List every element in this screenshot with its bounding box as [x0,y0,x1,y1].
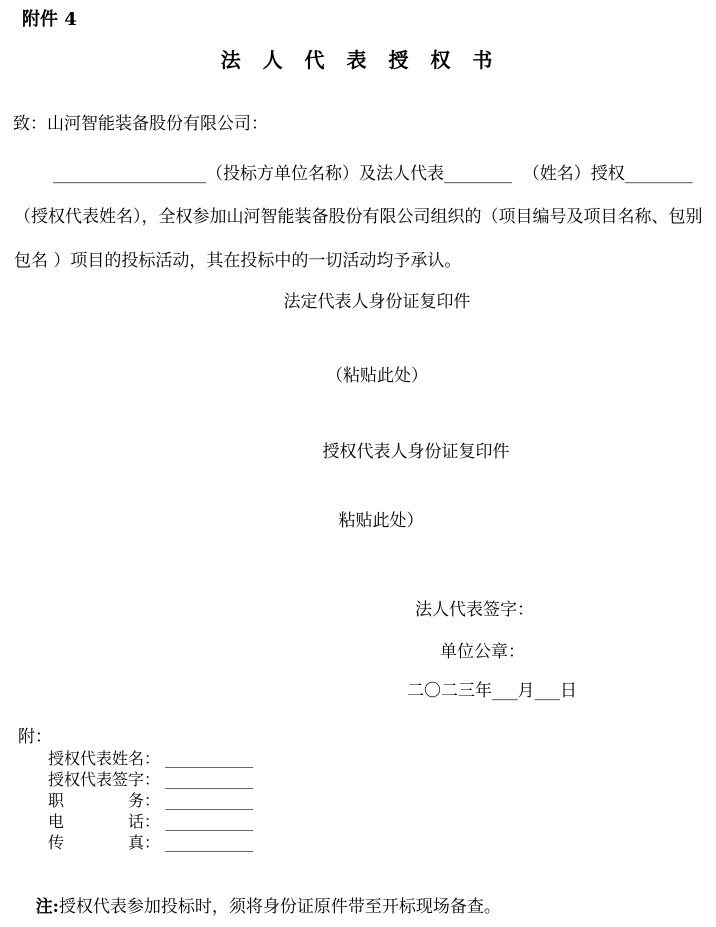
telephone-row [48,811,253,832]
fax-blank: ___________ [160,833,254,852]
body-paragraph-line-1: __________________（投标方单位名称）及法人代表________ （姓名）授权________ [53,164,693,184]
auth-rep-sign-label: 授权代表签字 [48,770,145,789]
body-paragraph-line-2: （授权代表姓名），全权参加山河智能装备股份有限公司组织的（项目编号及项目名称、包别 [14,207,703,227]
auth-rep-sign-colon: ： [144,770,161,789]
fax-row [48,832,253,853]
position-colon: ： [144,791,161,810]
auth-rep-sign-blank: ___________ [160,770,254,789]
footer-note-text: 授权代表参加投标时，须将身份证原件带至开标现场备查。 [58,897,501,917]
auth-rep-sign-row [48,769,253,790]
attachment-rows [48,748,253,853]
footer-note-prefix: 注: [35,897,59,917]
date-line: 二〇二三年___月___日 [407,681,577,701]
fax-colon: ： [144,833,161,852]
attachment-section-label: 附： [18,727,52,747]
footer-note [14,872,501,927]
document-title: 法 人 代 表 授 权 书 [220,48,496,72]
auth-rep-name-label: 授权代表姓名 [48,749,145,768]
company-seal-label: 单位公章： [440,642,525,662]
legal-rep-id-copy-heading: 法定代表人身份证复印件 [283,292,471,312]
position-row [48,790,253,811]
body-paragraph-line-3: 包名 ）项目的投标活动，其在投标中的一切活动均予承认。 [14,251,462,271]
auth-rep-name-colon: ： [144,749,161,768]
fax-label: 传 真 [48,833,145,852]
paste-here-placeholder-2: 粘贴此处） [338,511,424,531]
position-blank: ___________ [160,791,254,810]
salutation-line: 致：山河智能装备股份有限公司： [13,114,268,134]
auth-rep-name-row [48,748,253,769]
paste-here-placeholder-1: （粘贴此处） [326,366,428,386]
telephone-blank: ___________ [160,812,254,831]
auth-rep-name-blank: ___________ [160,749,254,768]
attachment-number-label: 附件 4 [22,9,77,30]
auth-rep-id-copy-heading: 授权代表人身份证复印件 [322,442,510,462]
telephone-colon: ： [144,812,161,831]
position-label: 职 务 [48,791,145,810]
legal-rep-signature-label: 法人代表签字： [415,600,534,620]
telephone-label: 电 话 [48,812,145,831]
